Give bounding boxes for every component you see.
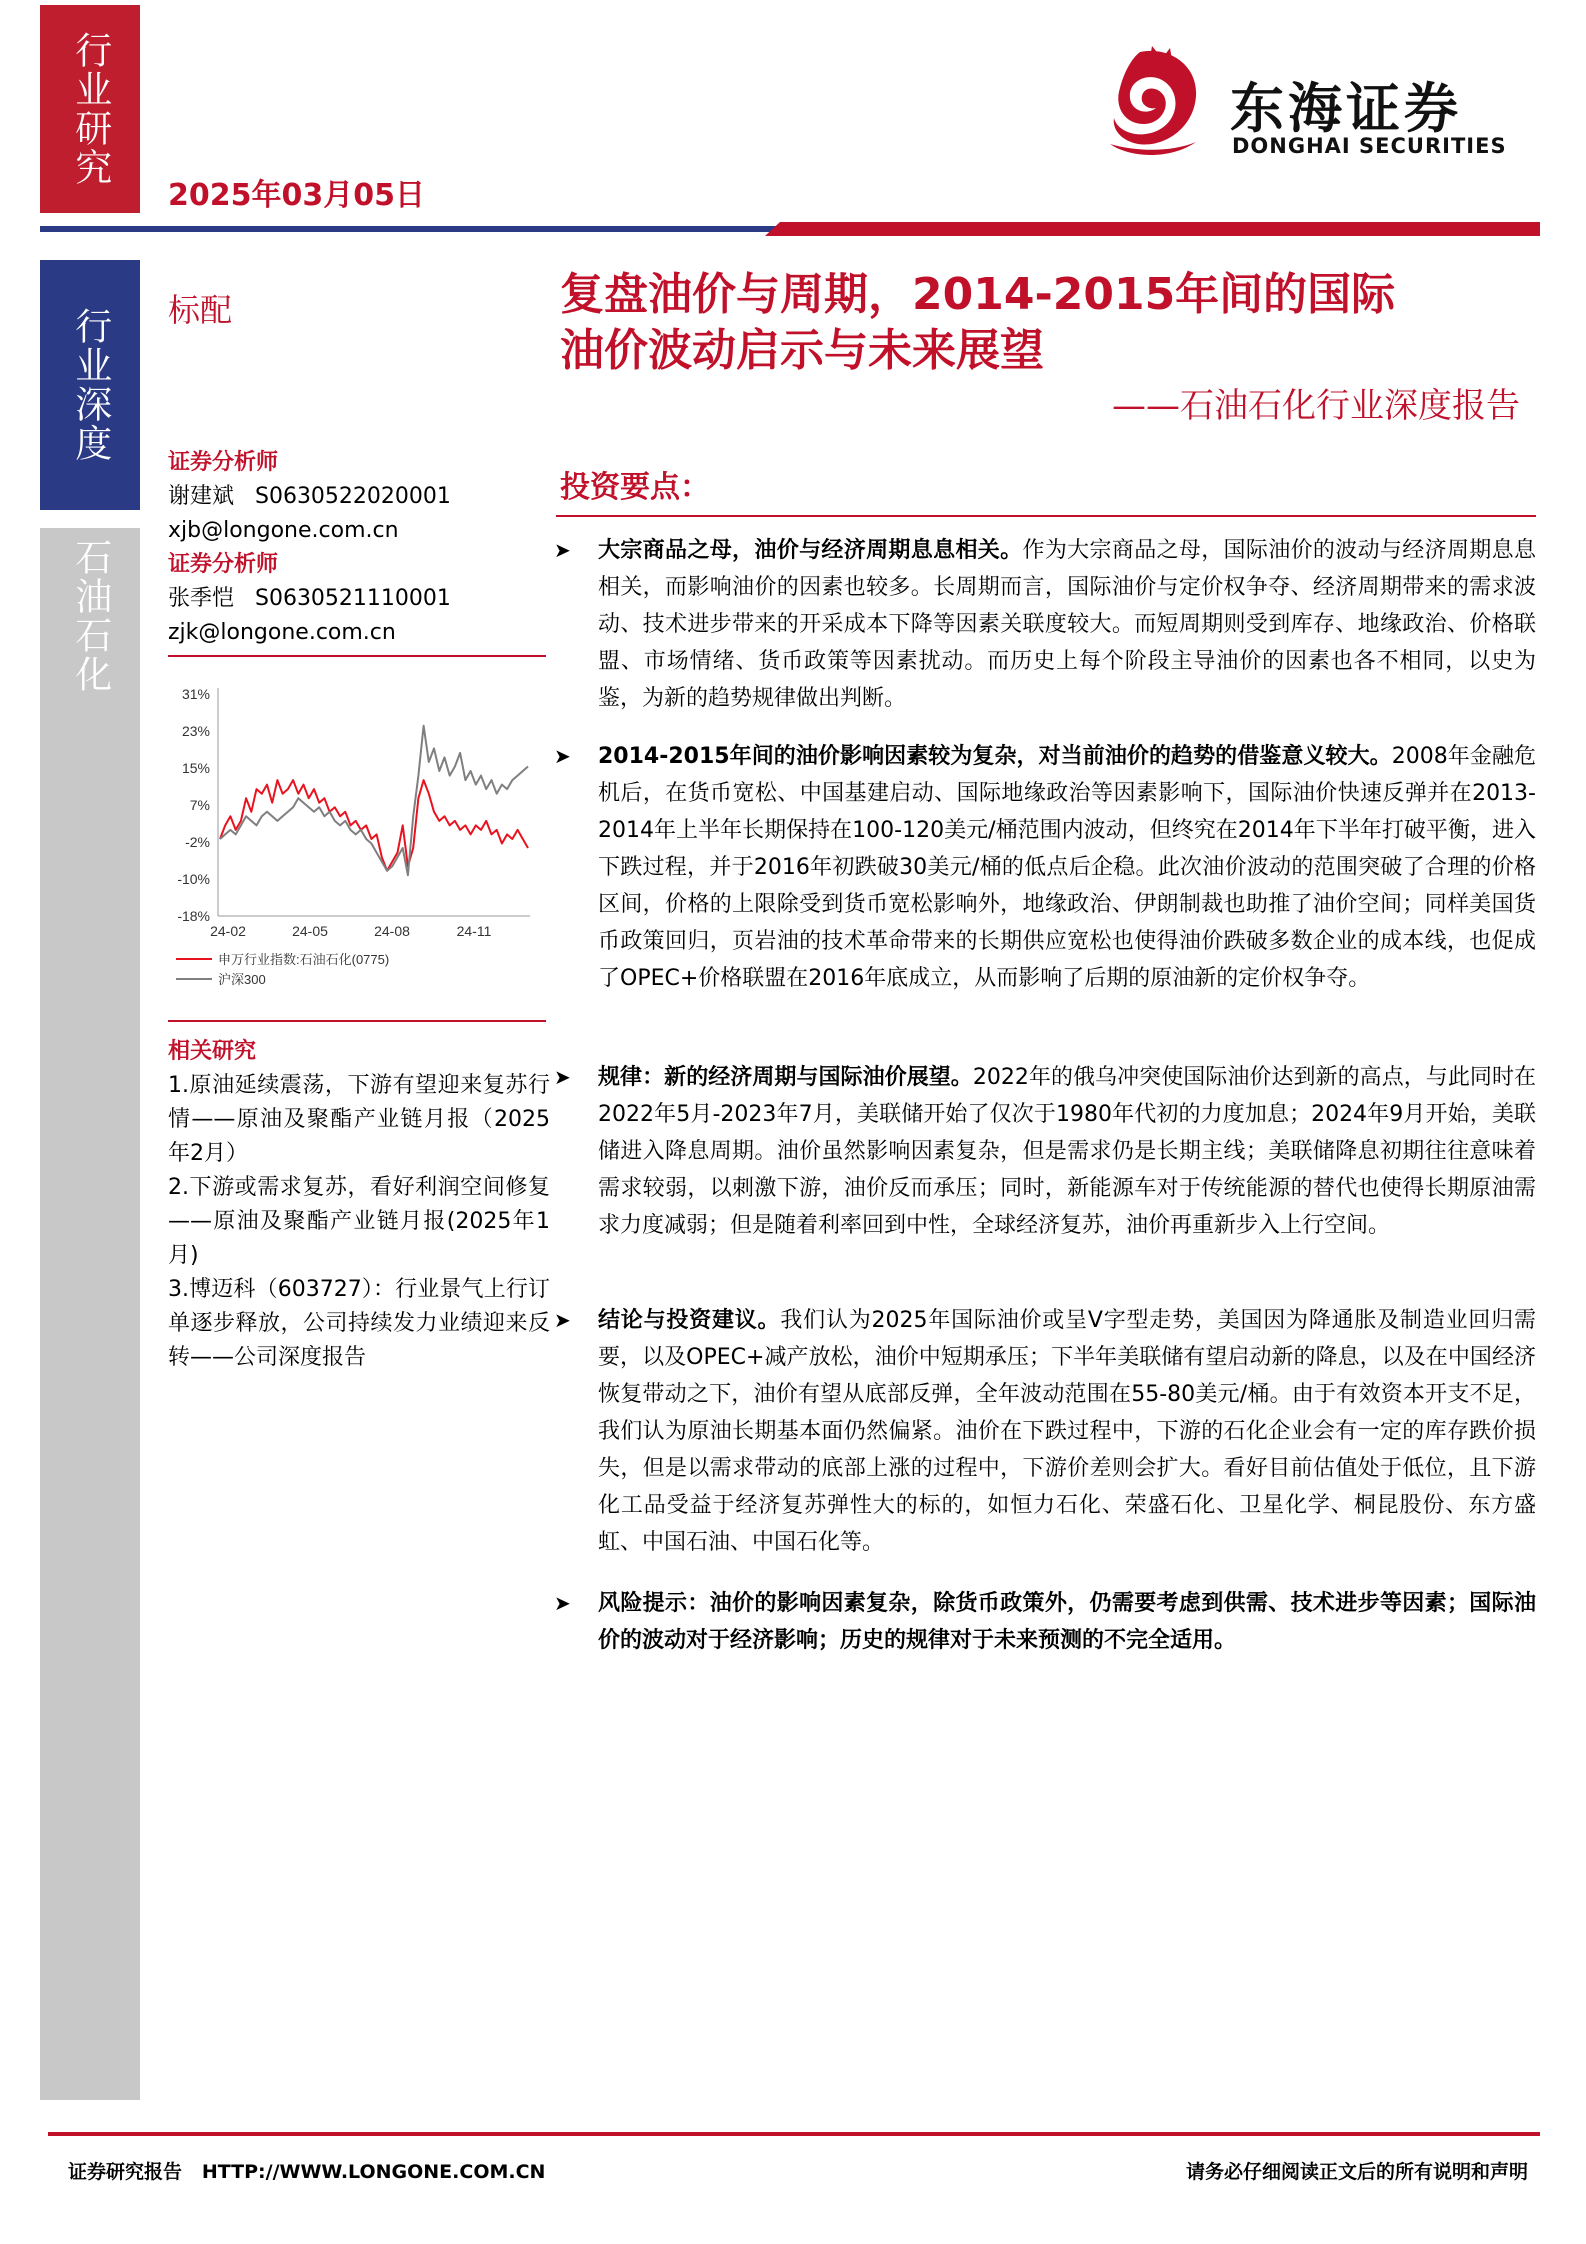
report-title-line2: 油价波动启示与未来展望	[560, 325, 1044, 376]
footer-left: 证券研究报告 HTTP://WWW.LONGONE.COM.CN	[68, 2161, 546, 2183]
series-line	[220, 780, 528, 871]
key-point-body: 2022年的俄乌冲突使国际油价达到新的高点，与此同时在2022年5月-2023年7月，美联储开始了仅次于1980年代初的力度加息；2024年9月开始，美联储进入降息周期。油价虽然影响因素复杂，但是需求仍是长期主线；美联储降息初期往往意味着需求较弱，以刺激下游，油价反而承压；同时，新能源车对于传统能源的替代也使得长期原油需求力度减弱；但是随着利率回到中性，全球经济复苏，油价再重新步入上行空间。	[598, 1065, 1536, 1238]
related-research	[168, 1035, 550, 1375]
key-point-lead: 大宗商品之母，油价与经济周期息息相关。	[598, 538, 1023, 563]
related-item[interactable]: 2.下游或需求复苏，看好利润空间修复——原油及聚酯产业链月报(2025年1月)	[168, 1175, 550, 1268]
x-tick-label: 24-02	[210, 923, 246, 939]
key-point-body: 我们认为2025年国际油价或呈V字型走势，美国因为降通胀及制造业回归需要，以及OPEC+减产放松，油价中短期承压；下半年美联储有望启动新的降息，以及在中国经济恢复带动之下，油价有望从底部反弹，全年波动范围在55-80美元/桶。由于有效资本开支不足，我们认为原油长期基本面仍然偏紧。油价在下跌过程中，下游的石化企业会有一定的库存跌价损失，但是以需求带动的底部上涨的过程中，下游价差则会扩大。看好目前估值处于低位，且下游化工品受益于经济复苏弹性大的标的，如恒力石化、荣盛石化、卫星化学、桐昆股份、东方盛虹、中国石油、中国石化等。	[598, 1308, 1536, 1555]
series-line	[220, 726, 528, 876]
footer-right: 请务必仔细阅读正文后的所有说明和声明	[1185, 2161, 1528, 2183]
key-point-lead: 风险提示：油价的影响因素复杂，除货币政策外，仍需要考虑到供需、技术进步等因素；国际油价的波动对于经济影响；历史的规律对于未来预测的不完全适用。	[598, 1591, 1536, 1653]
tab-industry-research-label: 行业研究	[68, 31, 112, 187]
footer-rule	[48, 2132, 1540, 2136]
chart-svg	[168, 680, 546, 1000]
key-point-item	[556, 532, 1536, 717]
key-point-item	[556, 1585, 1536, 1659]
company-logo	[1100, 44, 1540, 164]
tab-industry-depth	[40, 260, 140, 510]
related-heading: 相关研究	[168, 1039, 257, 1064]
x-tick-label: 24-08	[374, 923, 410, 939]
analyst-email[interactable]: zjk@longone.com.cn	[168, 620, 396, 645]
key-point-lead: 结论与投资建议。	[598, 1308, 781, 1333]
stock-chart	[168, 680, 546, 1000]
analyst-role: 证券分析师	[168, 552, 279, 577]
y-tick-label: 15%	[181, 760, 210, 776]
analyst-name-id: 张季恺 S0630521110001	[168, 586, 451, 611]
logo-cn-name: 东海证券	[1230, 77, 1462, 140]
tab-sector-petrochem	[40, 528, 140, 2100]
arrow-bullet-icon: ➤	[554, 1591, 571, 1615]
sidebar-rule-top	[168, 655, 546, 657]
industry-rating: 标配	[168, 291, 233, 329]
tab-industry-depth-label: 行业深度	[68, 307, 112, 463]
legend-label: 沪深300	[218, 972, 266, 987]
related-item[interactable]: 1.原油延续震荡，下游有望迎来复苏行情——原油及聚酯产业链月报（2025年2月）	[168, 1073, 550, 1166]
header-rule	[40, 222, 1540, 236]
report-title-line1: 复盘油价与周期，2014-2015年间的国际	[560, 269, 1396, 320]
arrow-bullet-icon: ➤	[554, 538, 571, 562]
key-point-item	[556, 1059, 1536, 1244]
sidebar-rule-mid	[168, 1020, 546, 1022]
arrow-bullet-icon: ➤	[554, 1308, 571, 1332]
logo-en-name: DONGHAI SECURITIES	[1232, 134, 1507, 158]
y-tick-label: 7%	[189, 797, 210, 813]
analyst-block	[168, 446, 548, 650]
key-point-item	[556, 1302, 1536, 1561]
y-tick-label: 23%	[181, 723, 210, 739]
key-point-item	[556, 738, 1536, 997]
tab-industry-research	[40, 5, 140, 213]
tab-sector-label: 石油石化	[68, 538, 112, 694]
y-tick-label: -2%	[185, 834, 210, 850]
x-tick-label: 24-05	[292, 923, 328, 939]
key-points-title: 投资要点：	[560, 470, 710, 505]
dragon-logo-icon	[1100, 44, 1212, 162]
report-subtitle: ——石油石化行业深度报告	[1112, 386, 1520, 426]
report-date: 2025年03月05日	[168, 178, 425, 213]
key-point-lead: 2014-2015年间的油价影响因素较为复杂，对当前油价的趋势的借鉴意义较大。	[598, 744, 1392, 769]
y-tick-label: 31%	[181, 686, 210, 702]
arrow-bullet-icon: ➤	[554, 1065, 571, 1089]
key-point-body: 2008年金融危机后，在货币宽松、中国基建启动、国际地缘政治等因素影响下，国际油价快速反弹并在2013-2014年上半年长期保持在100-120美元/桶范围内波动，但终究在2014年下半年打破平衡，进入下跌过程，并于2016年初跌破30美元/桶的低点后企稳。此次油价波动的范围突破了合理的价格区间，价格的上限除受到货币宽松影响外，地缘政治、伊朗制裁也助推了油价空间；同样美国货币政策回归，页岩油的技术革命带来的长期供应宽松也使得油价跌破多数企业的成本线，也促成了OPEC+价格联盟在2016年底成立，从而影响了后期的原油新的定价权争夺。	[598, 744, 1536, 991]
key-points-rule	[556, 515, 1536, 517]
key-point-body: 作为大宗商品之母，国际油价的波动与经济周期息息相关，而影响油价的因素也较多。长周期而言，国际油价与定价权争夺、经济周期带来的需求波动、技术进步带来的开采成本下降等因素关联度较大。而短周期则受到库存、地缘政治、价格联盟、市场情绪、货币政策等因素扰动。而历史上每个阶段主导油价的因素也各不相同，以史为鉴，为新的趋势规律做出判断。	[598, 538, 1536, 711]
related-item[interactable]: 3.博迈科（603727）：行业景气上行订单逐步释放，公司持续发力业绩迎来反转——公司深度报告	[168, 1277, 550, 1370]
key-point-lead: 规律：新的经济周期与国际油价展望。	[598, 1065, 973, 1090]
y-tick-label: -18%	[177, 908, 210, 924]
analyst-name-id: 谢建斌 S0630522020001	[168, 484, 451, 509]
x-tick-label: 24-11	[456, 923, 492, 939]
arrow-bullet-icon: ➤	[554, 744, 571, 768]
analyst-role: 证券分析师	[168, 450, 279, 475]
legend-label: 申万行业指数:石油石化(0775)	[218, 952, 390, 967]
analyst-email[interactable]: xjb@longone.com.cn	[168, 518, 399, 543]
y-tick-label: -10%	[177, 871, 210, 887]
